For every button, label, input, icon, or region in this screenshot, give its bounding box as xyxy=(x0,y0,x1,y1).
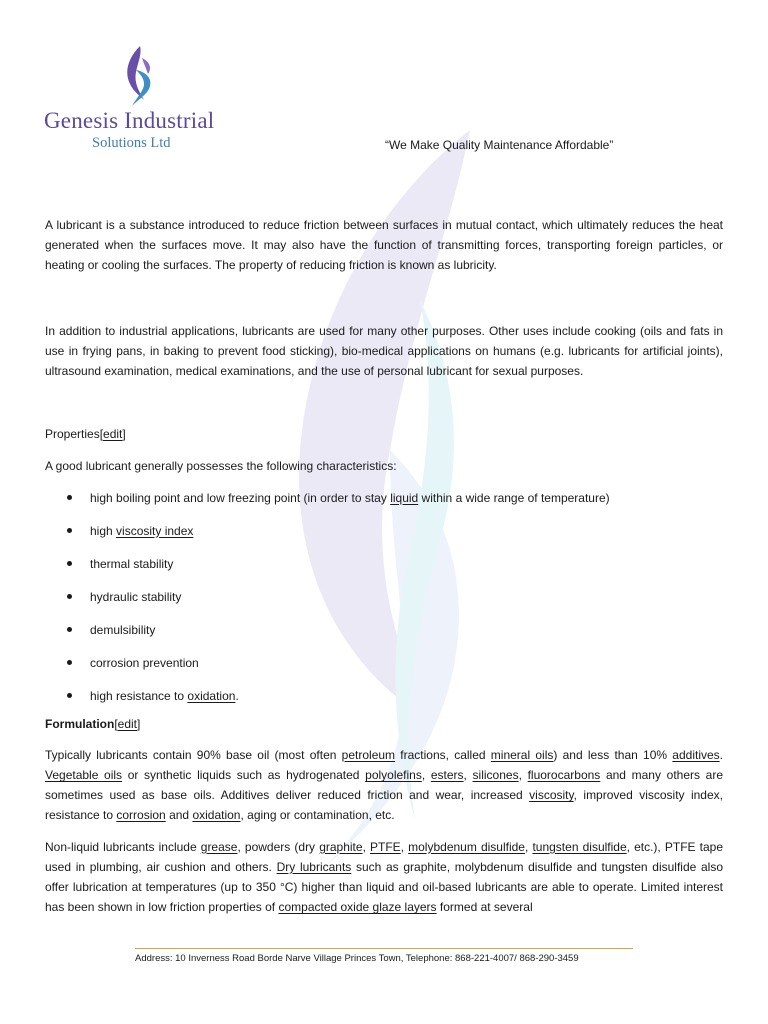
company-logo xyxy=(44,40,244,158)
list-item-text: corrosion prevention xyxy=(90,655,199,670)
additives-link[interactable]: additives xyxy=(672,747,720,762)
list-item xyxy=(45,587,723,620)
text-run: and xyxy=(165,808,193,823)
dry-lubricants-link[interactable]: Dry lubricants xyxy=(276,859,352,874)
list-item-text: demulsibility xyxy=(90,622,156,637)
petroleum-link[interactable]: petroleum xyxy=(341,747,396,762)
mineral-oils-link[interactable]: mineral oils xyxy=(490,747,554,762)
text-run: , xyxy=(421,768,431,783)
oxidation-link-2[interactable]: oxidation xyxy=(192,808,241,823)
grease-link[interactable]: grease xyxy=(200,839,238,854)
list-item xyxy=(45,620,723,653)
corrosion-link[interactable]: corrosion xyxy=(116,808,166,823)
document-body xyxy=(45,215,723,917)
text-run: , xyxy=(518,768,528,783)
bullet-icon xyxy=(67,693,72,698)
esters-link[interactable]: esters xyxy=(430,768,464,783)
bracket-open: [ xyxy=(99,427,104,442)
bracket-close: ] xyxy=(137,716,141,731)
formulation-paragraph-2 xyxy=(45,837,723,918)
text-run: , xyxy=(525,839,533,854)
viscosity-link[interactable]: viscosity xyxy=(529,788,574,803)
bullet-icon xyxy=(67,495,72,500)
polyolefins-link[interactable]: polyolefins xyxy=(365,768,422,783)
text-run: , xyxy=(463,768,473,783)
text-run: ) and less than 10% xyxy=(553,747,673,762)
text-run: , xyxy=(400,839,409,854)
list-item xyxy=(45,653,723,686)
formulation-heading-text: Formulation xyxy=(45,716,115,731)
intro-paragraph-2: In addition to industrial applications, lubricants are used for many other purposes. Other uses include cooking (oils and fats in use in frying pans, in baking to prevent food sticking), bio-medical applications on humans (e.g. lubricants for artificial joints), ultrasound examination, medical examinations, and the use of personal lubricant for sexual purposes. xyxy=(45,323,723,379)
company-name: Genesis Industrial xyxy=(44,108,215,133)
company-slogan: “We Make Quality Maintenance Affordable” xyxy=(385,138,614,152)
list-item-text: . xyxy=(235,688,239,703)
properties-heading-text: Properties xyxy=(45,427,100,442)
properties-edit-link[interactable]: edit xyxy=(103,427,123,442)
list-item-text: thermal stability xyxy=(90,556,174,571)
text-run: , etc.), PTFE tape used in plumbing, air cushion and others. xyxy=(45,839,724,874)
liquid-link[interactable]: liquid xyxy=(390,490,419,505)
list-item xyxy=(45,554,723,587)
properties-heading xyxy=(45,424,723,444)
text-run: , xyxy=(362,839,371,854)
silicones-link[interactable]: silicones xyxy=(472,768,519,783)
text-run: or synthetic liquids such as hydrogenated xyxy=(122,768,366,783)
text-run: formed at several xyxy=(436,900,533,915)
footer-divider xyxy=(135,948,633,949)
properties-lead: A good lubricant generally possesses the following characteristics: xyxy=(45,459,397,474)
text-run: , aging or contamination, etc. xyxy=(240,808,395,823)
text-run: , improved viscosity index, resistance to xyxy=(45,788,723,823)
formulation-heading xyxy=(45,714,723,734)
tungsten-disulfide-link[interactable]: tungsten disulfide xyxy=(532,839,627,854)
viscosity-index-link[interactable]: viscosity index xyxy=(116,523,194,538)
bullet-icon xyxy=(67,627,72,632)
logo-swirl-icon xyxy=(120,44,156,112)
oxidation-link[interactable]: oxidation xyxy=(187,688,236,703)
list-item-text: high resistance to xyxy=(90,688,188,703)
list-item-text: hydraulic stability xyxy=(90,589,182,604)
text-run: Typically lubricants contain 90% base oil (most often xyxy=(45,747,342,762)
fluorocarbons-link[interactable]: fluorocarbons xyxy=(527,768,601,783)
bullet-icon xyxy=(67,594,72,599)
compacted-oxide-glaze-layers-link[interactable]: compacted oxide glaze layers xyxy=(278,900,437,915)
ptfe-link[interactable]: PTFE xyxy=(370,839,401,854)
characteristics-list xyxy=(45,488,723,714)
bullet-icon xyxy=(67,660,72,665)
bracket-close: ] xyxy=(122,427,126,442)
list-item xyxy=(45,521,723,554)
list-item xyxy=(45,686,723,714)
text-run: fractions, called xyxy=(395,747,491,762)
formulation-edit-link[interactable]: edit xyxy=(117,716,138,731)
footer-address: Address: 10 Inverness Road Borde Narve Village Princes Town, Telephone: 868-221-4007/ 868-290-3459 xyxy=(135,953,579,964)
bullet-icon xyxy=(67,561,72,566)
intro-paragraph-1: A lubricant is a substance introduced to reduce friction between surfaces in mutual contact, which ultimately reduces the heat generated when the surfaces move. It may also have the function of transmitting forces, transporting foreign particles, or heating or cooling the surfaces. The property of reducing friction is known as lubricity. xyxy=(45,218,723,273)
list-item xyxy=(45,488,723,521)
bullet-icon xyxy=(67,528,72,533)
vegetable-oils-link[interactable]: Vegetable oils xyxy=(45,768,123,783)
text-run: , powders (dry xyxy=(237,839,320,854)
text-run: and many others are sometimes used as base oils. Additives deliver reduced friction and wear, increased xyxy=(45,768,723,803)
list-item-text: high xyxy=(90,523,117,538)
list-item-text: high boiling point and low freezing point (in order to stay xyxy=(90,490,391,505)
bracket-open: [ xyxy=(114,716,118,731)
company-subtitle: Solutions Ltd xyxy=(92,135,171,151)
molybdenum-disulfide-link[interactable]: molybdenum disulfide xyxy=(408,839,525,854)
list-item-text: within a wide range of temperature) xyxy=(418,490,610,505)
text-run: Non-liquid lubricants include xyxy=(45,839,201,854)
formulation-paragraph-1 xyxy=(45,745,723,826)
text-run: . xyxy=(719,747,724,762)
text-run: such as graphite, molybdenum disulfide and tungsten disulfide also offer lubrication at temperatures (up to 350 °C) higher than liquid and oil-based lubricants are able to operate. Limited interest has been shown in low friction properties of xyxy=(45,859,723,915)
graphite-link[interactable]: graphite xyxy=(319,839,363,854)
